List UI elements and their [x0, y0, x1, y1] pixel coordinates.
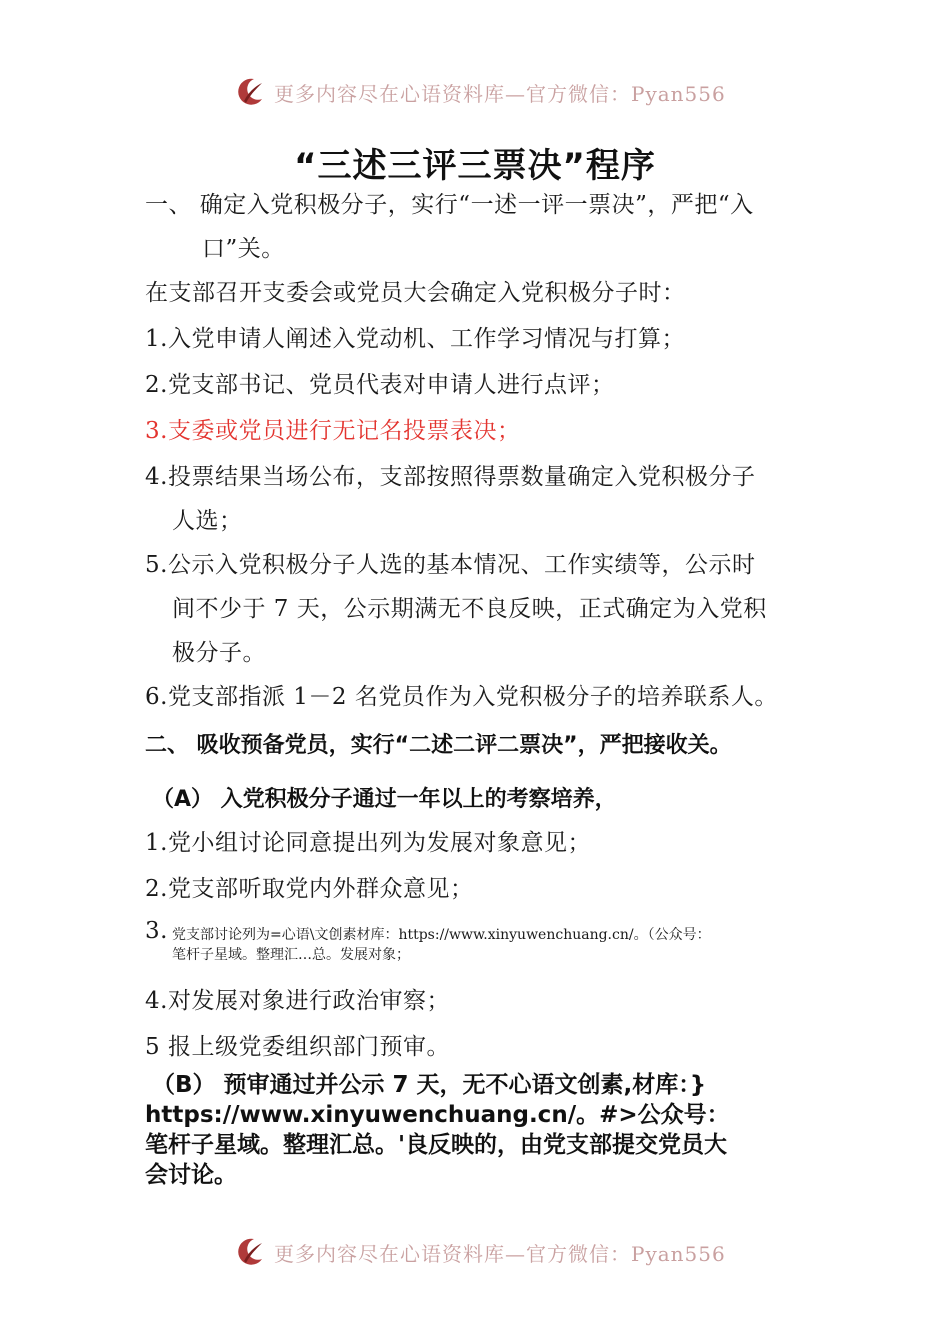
section1-item-6: 6.党支部指派 1－2 名党员作为入党积极分子的培养联系人。: [145, 684, 778, 710]
section2-item-a3-line2: 笔杆子星域。整理汇…总。发展对象；: [172, 947, 410, 963]
section1-item-5-line3: 极分子。: [172, 640, 266, 666]
section1-heading-line2: 口”关。: [202, 236, 285, 262]
section1-item-4-line2: 人选；: [172, 508, 243, 534]
section2-sub-b-line3: 笔杆子星域。整理汇总。'良反映的，由党支部提交党员大: [145, 1132, 728, 1158]
section2-sub-b-line2: https://www.xinyuwenchuang.cn/。#>公众号：: [145, 1102, 730, 1128]
crescent-feather-logo-icon: [232, 75, 266, 109]
section1-item-1: 1.入党申请人阐述入党动机、工作学习情况与打算；: [145, 326, 685, 352]
section1-item-5-line1: 5.公示入党积极分子人选的基本情况、工作实绩等，公示时: [145, 552, 756, 578]
section2-heading: 二、 吸收预备党员，实行“二述二评二票决”，严把接收关。: [145, 733, 732, 758]
section2-item-a3-number: 3.: [145, 918, 168, 944]
section1-item-5-line2: 间不少于 7 天，公示期满无不良反映，正式确定为入党积: [172, 596, 767, 622]
section1-item-2: 2.党支部书记、党员代表对申请人进行点评；: [145, 372, 615, 398]
section2-sub-b-line1: （B） 预审通过并公示 7 天，无不心语文创素,材库：}: [152, 1072, 707, 1098]
section1-heading-line1: 一、 确定入党积极分子，实行“一述一评一票决”，严把“入: [145, 192, 754, 218]
section1-item-3: 3.支委或党员进行无记名投票表决；: [145, 418, 521, 444]
section2-item-a1: 1.党小组讨论同意提出列为发展对象意见；: [145, 830, 591, 856]
section1-intro: 在支部召开支委会或党员大会确定入党积极分子时：: [145, 280, 686, 306]
section2-item-a4: 4.对发展对象进行政治审察；: [145, 988, 450, 1014]
watermark-text: 更多内容尽在心语资料库—官方微信：Pyan556: [274, 81, 726, 106]
crescent-feather-logo-icon: [232, 1235, 266, 1269]
section2-item-a5: 5 报上级党委组织部门预审。: [145, 1034, 450, 1060]
section2-sub-a: （A） 入党积极分子通过一年以上的考察培养，: [152, 787, 617, 812]
page-title: “三述三评三票决”程序: [294, 146, 656, 186]
section2-item-a2: 2.党支部听取党内外群众意见；: [145, 876, 474, 902]
section2-sub-b-line4: 会讨论。: [145, 1162, 237, 1188]
section2-item-a3-line1: 党支部讨论列为=心语\文创素材库：https://www.xinyuwenchuang.cn/。（公众号：: [172, 927, 711, 943]
watermark-text: 更多内容尽在心语资料库—官方微信：Pyan556: [274, 1241, 726, 1266]
watermark-header: [232, 72, 726, 112]
section1-item-4-line1: 4.投票结果当场公布，支部按照得票数量确定入党积极分子: [145, 464, 756, 490]
watermark-footer: [232, 1232, 726, 1272]
